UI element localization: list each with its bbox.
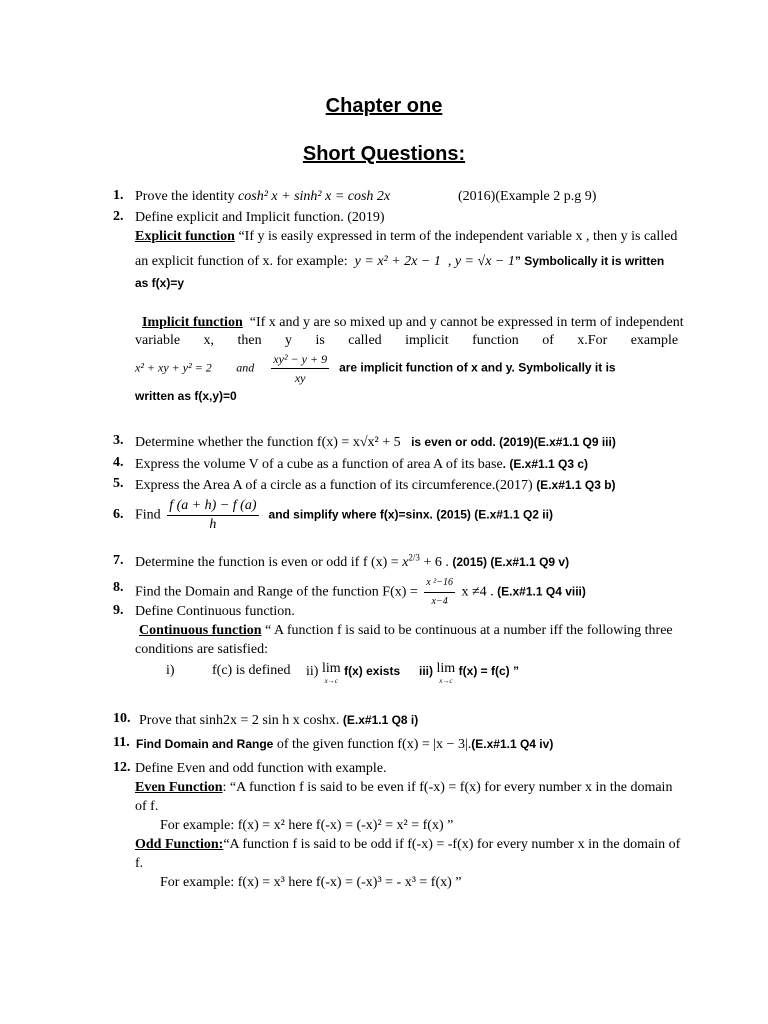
- word: x.For: [577, 333, 608, 348]
- q10-number: 10.: [113, 711, 131, 726]
- q8-ref: (E.x#1.1 Q4 viii): [497, 584, 586, 599]
- q5-number: 5.: [113, 476, 124, 491]
- q10-ref: (E.x#1.1 Q8 i): [342, 713, 419, 727]
- q6-prompt: Find: [135, 507, 161, 523]
- implicit-example-1: x² + xy + y² = 2: [135, 360, 212, 375]
- implicit-label: Implicit function: [142, 315, 243, 330]
- q1-number: 1.: [113, 188, 124, 203]
- implicit-line3: [135, 350, 616, 387]
- q12-number: 12.: [113, 760, 131, 775]
- q8-number: 8.: [113, 580, 124, 595]
- explicit-example-lead: an explicit function of x. for example:: [135, 254, 348, 269]
- q10-prompt: Prove that sinh2x = 2 sin h x coshx.: [139, 713, 340, 728]
- q12-text: Define Even and odd function with example.: [135, 761, 387, 776]
- q1-text: [135, 188, 390, 206]
- q3-number: 3.: [113, 433, 124, 448]
- explicit-example-2: , y = √x − 1: [447, 254, 515, 269]
- word: implicit: [405, 333, 449, 348]
- even-definition: : “A function f is said to be even if f(-x) = f(x) for every number x in the domain: [222, 780, 673, 795]
- lim-text: lim: [321, 661, 341, 676]
- q5-prompt: Express the Area A of a circle as a function of its circumference.(2017): [135, 478, 533, 493]
- word: is: [315, 333, 325, 348]
- q9-text: Define Continuous function.: [135, 604, 295, 619]
- fraction-numerator: xy² − y + 9: [271, 350, 329, 369]
- q7-number: 7.: [113, 553, 124, 568]
- fraction-numerator: x ²−16: [424, 574, 455, 593]
- word: variable: [135, 333, 181, 348]
- word: example: [630, 333, 679, 348]
- q11-text: [136, 735, 553, 754]
- q11-function: of the given function f(x) = |x − 3|.: [276, 737, 472, 752]
- explicit-text: “If y is easily expressed in term of the independent variable x , then y is called: [234, 229, 678, 244]
- word: of: [542, 333, 554, 348]
- word: function: [472, 333, 519, 348]
- explicit-example-1: y = x² + 2x − 1: [354, 254, 441, 269]
- word: y: [285, 333, 293, 348]
- q6-number: 6.: [113, 507, 124, 522]
- q2-number: 2.: [113, 209, 124, 224]
- even-example: For example: f(x) = x² here f(-x) = (-x)² = x² = f(x) ”: [160, 818, 454, 833]
- implicit-line4: written as f(x,y)=0: [135, 389, 237, 403]
- q9-number: 9.: [113, 603, 124, 618]
- limit-symbol: [322, 662, 341, 688]
- q8-prompt: Find the Domain and Range of the function F(x) =: [135, 584, 418, 600]
- even-line1: [135, 779, 672, 797]
- condition-3-num: iii): [419, 664, 433, 678]
- fraction-denominator: h: [209, 517, 217, 532]
- odd-definition: “A function f is said to be odd if f(-x) = -f(x) for every number x in the domain of: [223, 837, 681, 852]
- q7-base: x: [402, 555, 409, 570]
- fraction-numerator: f (a + h) − f (a): [167, 497, 258, 516]
- q1-math: cosh² x + sinh² x = cosh 2x: [238, 189, 391, 204]
- fraction-denominator: xy: [294, 371, 306, 385]
- q7-plus: + 6 .: [423, 555, 449, 570]
- condition-1-num: i): [166, 663, 175, 678]
- implicit-text: “If x and y are so mixed up and y cannot be expressed in term of independent: [249, 315, 684, 330]
- q1-ref: (2016)(Example 2 p.g 9): [458, 189, 597, 204]
- implicit-line2: [135, 333, 678, 349]
- continuous-definition: “ A function f is said to be continuous at a number iff the following three: [261, 623, 673, 638]
- explicit-label: Explicit function: [135, 229, 235, 244]
- q3-prompt: Determine whether the function f(x) = x√x² + 5: [135, 435, 401, 450]
- and-word: and: [236, 360, 255, 375]
- limit-symbol: [437, 662, 456, 688]
- even-label: Even Function: [135, 780, 223, 795]
- continuous-line2: conditions are satisfied:: [135, 642, 268, 657]
- q4-prompt: Express the volume V of a cube as a function of area A of its base: [135, 457, 503, 472]
- lim-subscript: x→c: [439, 677, 453, 685]
- word: x,: [203, 333, 215, 348]
- q11-ref: (E.x#1.1 Q4 iv): [471, 737, 554, 751]
- word: then: [237, 333, 262, 348]
- q4-ref: . (E.x#1.1 Q3 c): [502, 457, 589, 471]
- even-line2: of f.: [135, 799, 159, 814]
- q8-fraction: [424, 574, 455, 611]
- q6-ref: and simplify where f(x)=sinx. (2015) (E.x#1.1 Q2 ii): [268, 507, 553, 522]
- q7-text: [135, 553, 569, 572]
- q7-ref: (2015) (E.x#1.1 Q9 v): [452, 555, 570, 569]
- odd-line1: [135, 836, 680, 854]
- q7-prompt: Determine the function is even or odd if f (x) =: [135, 555, 399, 570]
- condition-2-num: ii): [306, 664, 319, 679]
- q1-prompt: Prove the identity: [135, 189, 235, 204]
- q10-text: [139, 711, 418, 730]
- condition-1: f(c) is defined: [212, 663, 291, 678]
- q7-exponent: 2/3: [408, 552, 420, 563]
- implicit-line1: [142, 314, 684, 332]
- fraction-denominator: x−4: [431, 596, 448, 607]
- odd-line2: f.: [135, 856, 144, 871]
- q8-condition: x ≠4 .: [461, 584, 494, 600]
- implicit-fraction: [271, 350, 329, 387]
- condition-2-text: f(x) exists: [344, 664, 401, 678]
- page-subtitle: Short Questions:: [302, 143, 466, 165]
- continuous-line1: [139, 622, 673, 640]
- q3-ref: is even or odd. (2019)(E.x#1.1 Q9 iii): [411, 435, 616, 449]
- explicit-symbolic: ” Symbolically it is written: [514, 254, 665, 268]
- q11-number: 11.: [113, 735, 130, 750]
- q5-text: [135, 476, 616, 495]
- implicit-description: are implicit function of x and y. Symbolically it is: [339, 360, 616, 375]
- odd-label: Odd Function:: [135, 837, 224, 852]
- condition-2: [306, 662, 400, 688]
- q5-ref: (E.x#1.1 Q3 b): [536, 478, 616, 492]
- q11-prompt: Find Domain and Range: [136, 737, 274, 751]
- explicit-line1: [135, 228, 677, 246]
- continuous-label: Continuous function: [139, 623, 262, 638]
- q6-text: [135, 497, 553, 534]
- condition-3: [419, 662, 519, 688]
- q2-text: Define explicit and Implicit function. (2019): [135, 210, 385, 225]
- explicit-line3: as f(x)=y: [135, 276, 185, 290]
- odd-example: For example: f(x) = x³ here f(-x) = (-x)³ = - x³ = f(x) ”: [160, 875, 462, 890]
- condition-3-text: f(x) = f(c) ”: [458, 664, 520, 678]
- word: called: [348, 333, 382, 348]
- q6-fraction: [167, 497, 258, 534]
- q3-text: [135, 433, 616, 452]
- lim-subscript: x→c: [324, 677, 338, 685]
- q4-number: 4.: [113, 455, 124, 470]
- explicit-line2: [135, 252, 664, 271]
- page-title: Chapter one: [325, 95, 443, 117]
- lim-text: lim: [436, 661, 456, 676]
- q4-text: [135, 455, 588, 474]
